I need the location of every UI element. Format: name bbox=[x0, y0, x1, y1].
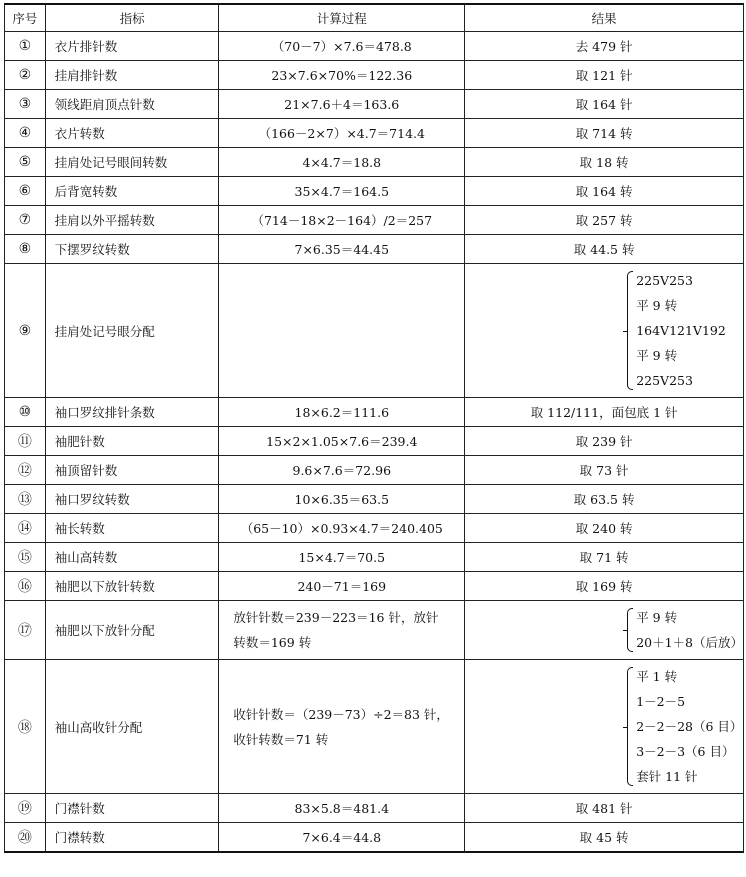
row-result: 取 164 针 bbox=[465, 90, 744, 119]
header-seq: 序号 bbox=[5, 4, 46, 32]
result-line: 平 1 转 bbox=[636, 669, 678, 684]
row-seq: ⑪ bbox=[5, 427, 46, 456]
table-row bbox=[5, 543, 744, 572]
row-seq: ⑧ bbox=[5, 235, 46, 264]
row-calc: 15×4.7＝70.5 bbox=[219, 543, 465, 572]
row-indicator: 下摆罗纹转数 bbox=[45, 235, 219, 264]
table-row bbox=[5, 514, 744, 543]
row-indicator: 袖顶留针数 bbox=[45, 456, 219, 485]
result-line: 平 9 转 bbox=[636, 348, 678, 363]
row-indicator: 袖山高收针分配 bbox=[45, 660, 219, 794]
row-result: 取 169 转 bbox=[465, 572, 744, 601]
row-calc: 23×7.6×70%＝122.36 bbox=[219, 61, 465, 90]
calc-line: 转数＝169 转 bbox=[233, 635, 312, 650]
row-seq: ⑩ bbox=[5, 398, 46, 427]
table-row bbox=[5, 660, 744, 794]
row-calc: （70－7）×7.6＝478.8 bbox=[219, 32, 465, 61]
row-result: 取 18 转 bbox=[465, 148, 744, 177]
row-calc: 7×6.35＝44.45 bbox=[219, 235, 465, 264]
row-seq: ⑦ bbox=[5, 206, 46, 235]
row-result bbox=[465, 660, 744, 794]
table-row bbox=[5, 61, 744, 90]
row-calc: （166－2×7）×4.7＝714.4 bbox=[219, 119, 465, 148]
header-indicator: 指标 bbox=[45, 4, 219, 32]
row-seq: ② bbox=[5, 61, 46, 90]
row-result: 取 45 转 bbox=[465, 823, 744, 853]
row-calc: 9.6×7.6＝72.96 bbox=[219, 456, 465, 485]
left-brace-icon bbox=[627, 667, 633, 786]
table-row bbox=[5, 206, 744, 235]
row-calc: （714－18×2－164）/2＝257 bbox=[219, 206, 465, 235]
row-calc: 240－71＝169 bbox=[219, 572, 465, 601]
row-result bbox=[465, 601, 744, 660]
result-line: 平 9 转 bbox=[636, 610, 678, 625]
row-calc: 15×2×1.05×7.6＝239.4 bbox=[219, 427, 465, 456]
row-result bbox=[465, 264, 744, 398]
row-calc: 7×6.4＝44.8 bbox=[219, 823, 465, 853]
row-indicator: 门襟针数 bbox=[45, 794, 219, 823]
row-result: 取 481 针 bbox=[465, 794, 744, 823]
result-line: 225V253 bbox=[636, 273, 693, 288]
row-seq: ⑨ bbox=[5, 264, 46, 398]
row-calc bbox=[219, 264, 465, 398]
table-row bbox=[5, 456, 744, 485]
row-result: 取 71 转 bbox=[465, 543, 744, 572]
row-seq: ④ bbox=[5, 119, 46, 148]
result-brace-group bbox=[627, 605, 743, 655]
result-line: 225V253 bbox=[636, 373, 693, 388]
header-calc: 计算过程 bbox=[219, 4, 465, 32]
row-seq: ⑲ bbox=[5, 794, 46, 823]
row-indicator: 袖肥针数 bbox=[45, 427, 219, 456]
row-seq: ⑥ bbox=[5, 177, 46, 206]
result-line: 平 9 转 bbox=[636, 298, 678, 313]
row-seq: ③ bbox=[5, 90, 46, 119]
row-seq: ⑮ bbox=[5, 543, 46, 572]
row-calc: 4×4.7＝18.8 bbox=[219, 148, 465, 177]
row-result: 取 121 针 bbox=[465, 61, 744, 90]
row-result: 取 714 转 bbox=[465, 119, 744, 148]
row-calc: 21×7.6＋4＝163.6 bbox=[219, 90, 465, 119]
row-calc: 10×6.35＝63.5 bbox=[219, 485, 465, 514]
calc-line: 放针针数＝239－223＝16 针，放针 bbox=[233, 610, 439, 625]
header-result: 结果 bbox=[465, 4, 744, 32]
row-indicator: 袖口罗纹转数 bbox=[45, 485, 219, 514]
row-indicator: 挂肩处记号眼分配 bbox=[45, 264, 219, 398]
table-row bbox=[5, 32, 744, 61]
row-result: 取 73 针 bbox=[465, 456, 744, 485]
row-indicator: 挂肩以外平摇转数 bbox=[45, 206, 219, 235]
header-row bbox=[5, 4, 744, 32]
row-indicator: 领线距肩顶点针数 bbox=[45, 90, 219, 119]
calc-line: 收针针数＝（239－73）÷2＝83 针， bbox=[233, 706, 449, 722]
row-indicator: 袖肥以下放针分配 bbox=[45, 601, 219, 660]
row-seq: ⑫ bbox=[5, 456, 46, 485]
result-brace-group bbox=[627, 268, 726, 393]
table-row bbox=[5, 235, 744, 264]
row-result: 取 63.5 转 bbox=[465, 485, 744, 514]
table-row bbox=[5, 427, 744, 456]
result-line: 20＋1＋8（后放） bbox=[636, 635, 743, 650]
row-seq: ⑤ bbox=[5, 148, 46, 177]
row-result: 去 479 针 bbox=[465, 32, 744, 61]
row-result: 取 239 针 bbox=[465, 427, 744, 456]
row-calc: 83×5.8＝481.4 bbox=[219, 794, 465, 823]
row-indicator: 袖口罗纹排针条数 bbox=[45, 398, 219, 427]
calculation-table bbox=[4, 3, 744, 853]
row-indicator: 挂肩处记号眼间转数 bbox=[45, 148, 219, 177]
table-row bbox=[5, 572, 744, 601]
row-result: 取 257 转 bbox=[465, 206, 744, 235]
result-line: 1－2－5 bbox=[636, 694, 686, 709]
table-row bbox=[5, 823, 744, 853]
table-row bbox=[5, 148, 744, 177]
row-indicator: 挂肩排针数 bbox=[45, 61, 219, 90]
left-brace-icon bbox=[627, 271, 633, 390]
row-indicator: 后背宽转数 bbox=[45, 177, 219, 206]
row-indicator: 衣片转数 bbox=[45, 119, 219, 148]
result-line: 3－2－3（6 目） bbox=[636, 744, 735, 759]
row-seq: ① bbox=[5, 32, 46, 61]
row-seq: ⑰ bbox=[5, 601, 46, 660]
row-seq: ⑱ bbox=[5, 660, 46, 794]
result-line: 套针 11 针 bbox=[636, 769, 698, 784]
row-seq: ⑭ bbox=[5, 514, 46, 543]
row-indicator: 衣片排针数 bbox=[45, 32, 219, 61]
row-calc bbox=[219, 601, 465, 660]
row-calc: 35×4.7＝164.5 bbox=[219, 177, 465, 206]
row-calc bbox=[219, 660, 465, 794]
left-brace-icon bbox=[627, 608, 633, 652]
row-indicator: 袖山高转数 bbox=[45, 543, 219, 572]
row-seq: ⑯ bbox=[5, 572, 46, 601]
row-calc: 18×6.2＝111.6 bbox=[219, 398, 465, 427]
table-row bbox=[5, 264, 744, 398]
table-row bbox=[5, 794, 744, 823]
table-row bbox=[5, 485, 744, 514]
table-row bbox=[5, 119, 744, 148]
result-line: 2－2－28（6 目） bbox=[636, 719, 743, 734]
table-row bbox=[5, 177, 744, 206]
table-row bbox=[5, 398, 744, 427]
result-line: 164V121V192 bbox=[636, 323, 726, 338]
row-calc: （65－10）×0.93×4.7＝240.405 bbox=[219, 514, 465, 543]
calc-line: 收针转数＝71 转 bbox=[233, 731, 329, 747]
row-indicator: 袖长转数 bbox=[45, 514, 219, 543]
table-row bbox=[5, 90, 744, 119]
row-result: 取 164 转 bbox=[465, 177, 744, 206]
row-seq: ⑳ bbox=[5, 823, 46, 853]
result-brace-group bbox=[627, 664, 742, 789]
row-result: 取 112/111，面包底 1 针 bbox=[465, 398, 744, 427]
row-result: 取 240 转 bbox=[465, 514, 744, 543]
row-seq: ⑬ bbox=[5, 485, 46, 514]
row-result: 取 44.5 转 bbox=[465, 235, 744, 264]
table-row bbox=[5, 601, 744, 660]
row-indicator: 袖肥以下放针转数 bbox=[45, 572, 219, 601]
row-indicator: 门襟转数 bbox=[45, 823, 219, 853]
